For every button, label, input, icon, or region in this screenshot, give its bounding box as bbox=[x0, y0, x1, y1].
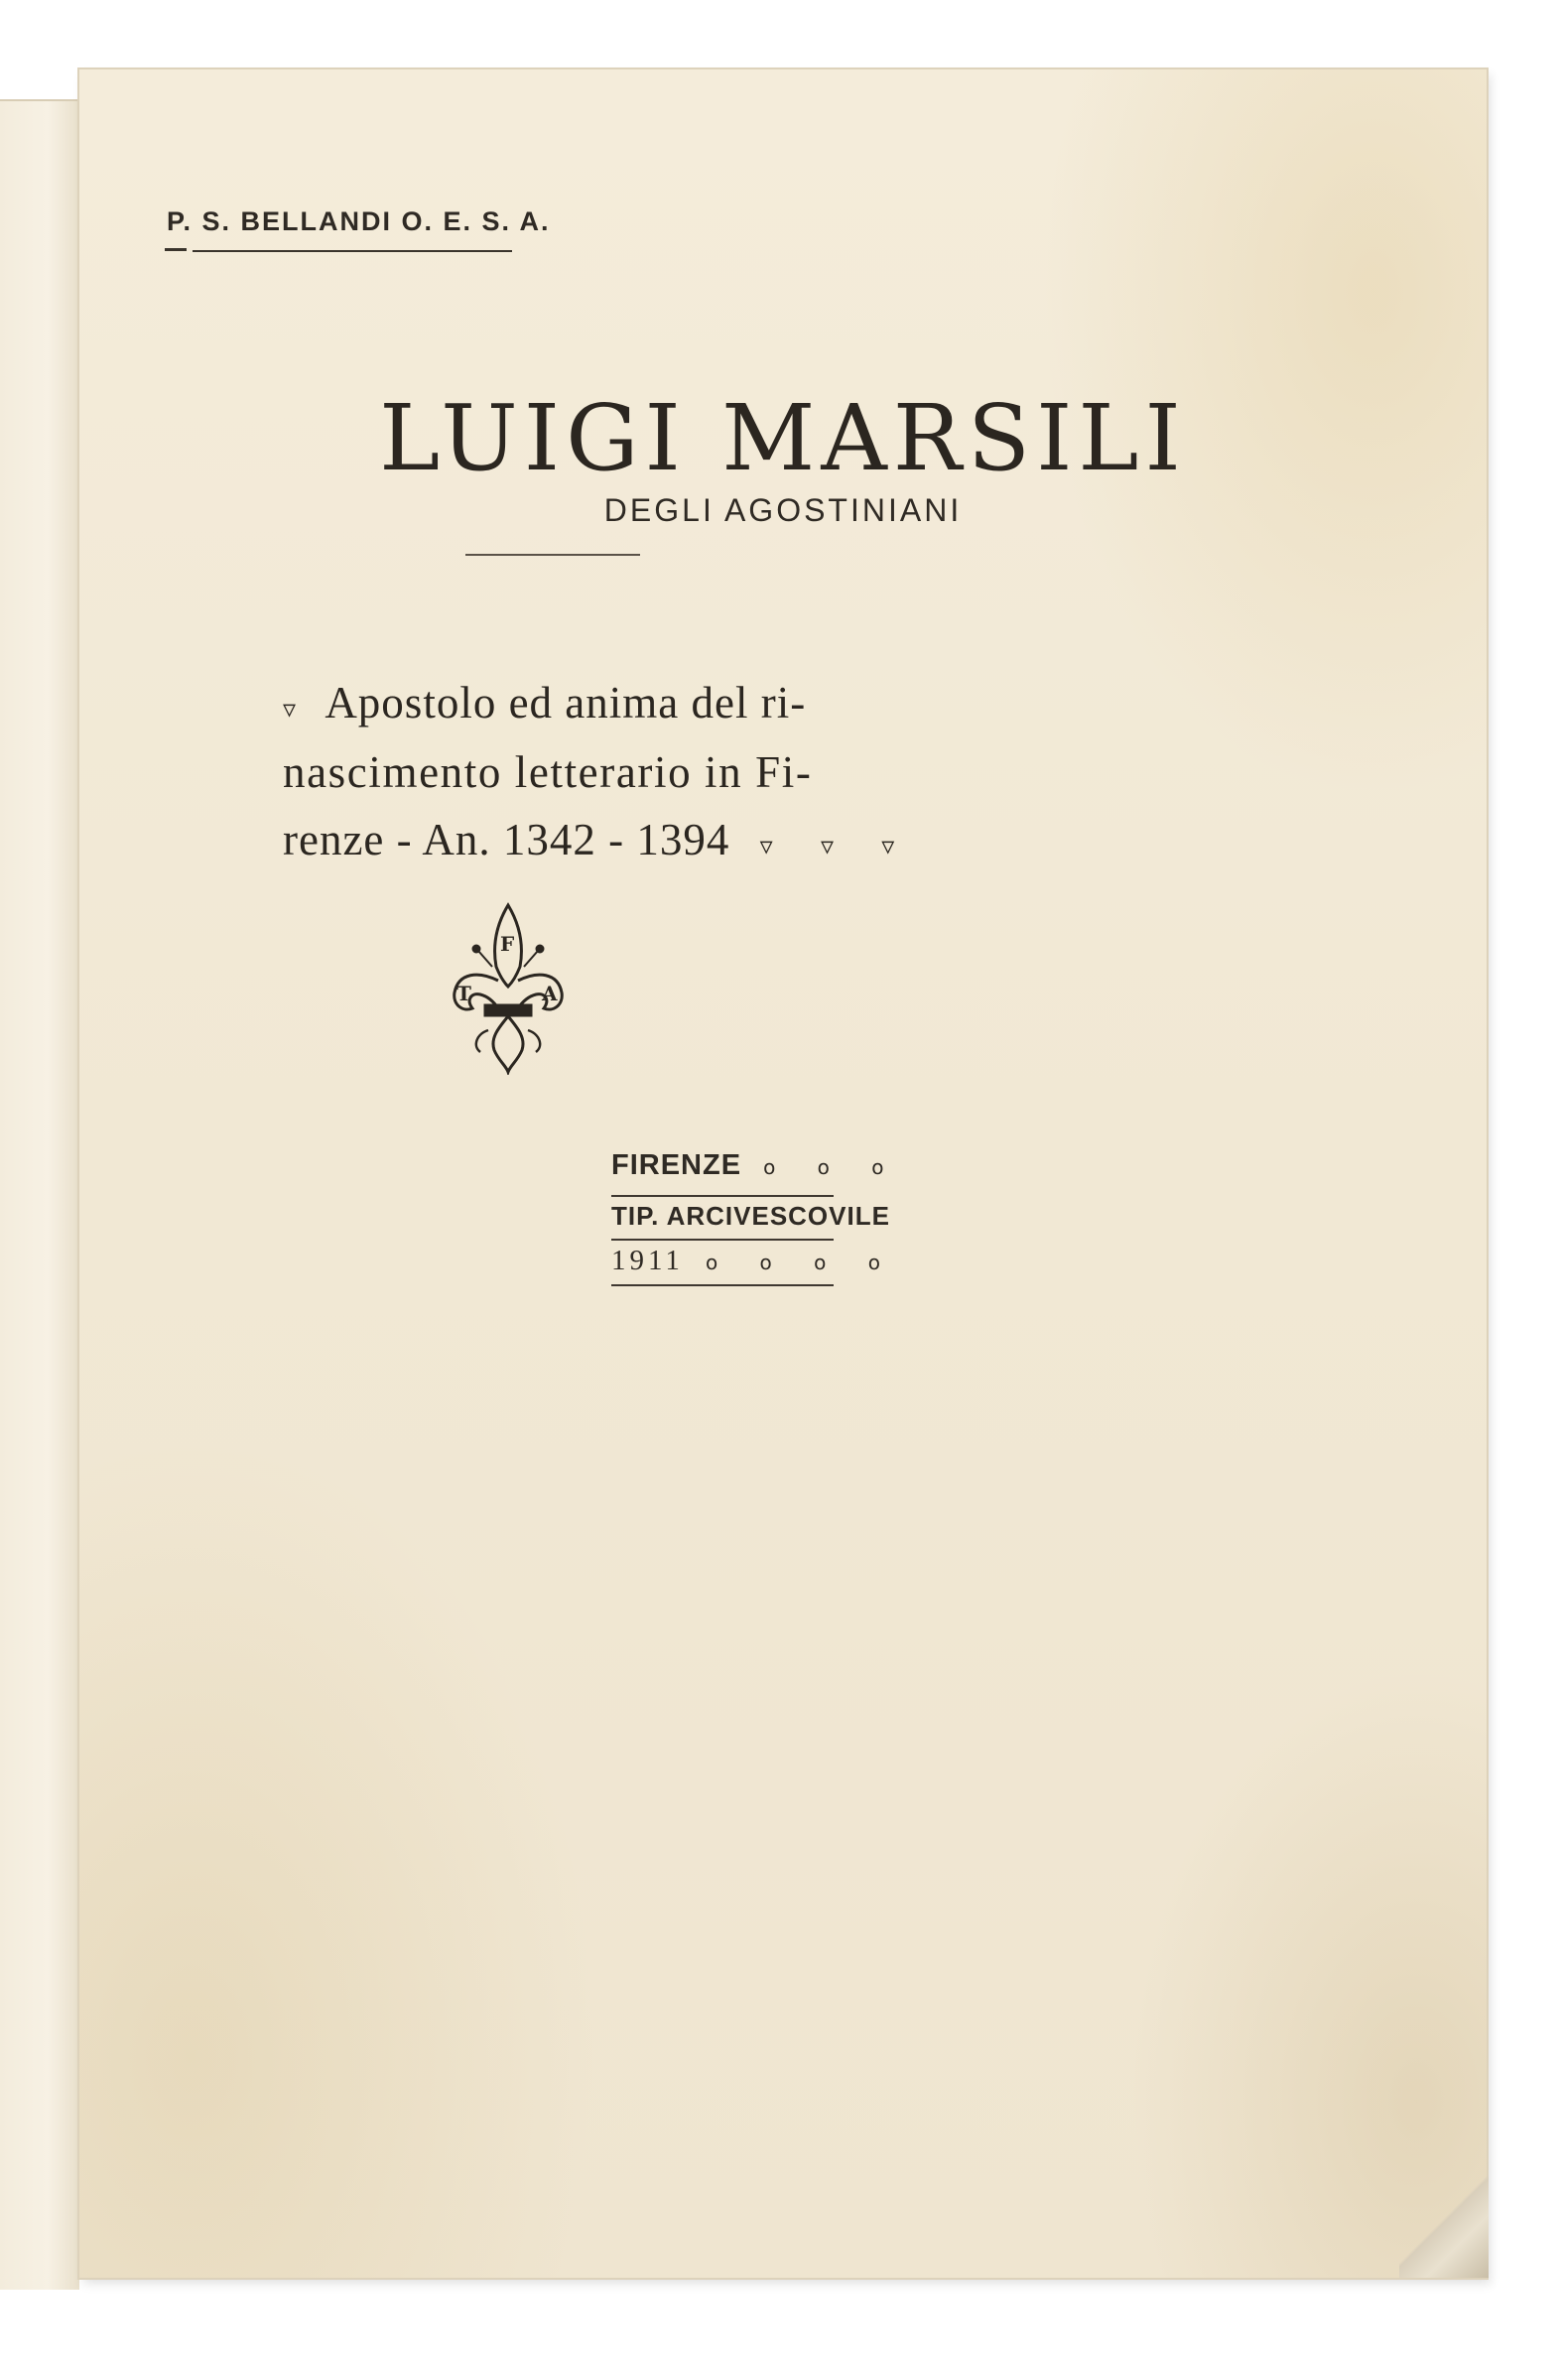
circle-ornament-icon: o o o bbox=[763, 1155, 902, 1179]
circle-ornament-row-icon: o o o o bbox=[705, 1251, 898, 1274]
author-line: P. S. BELLANDI O. E. S. A. bbox=[167, 206, 551, 236]
triangle-ornament-row-icon: ▿ ▿ ▿ bbox=[759, 832, 915, 861]
emblem-letter-a: A bbox=[542, 982, 558, 1005]
author-underline-long bbox=[193, 250, 512, 252]
imprint-rule-2 bbox=[611, 1239, 834, 1241]
description-line-2: nascimento letterario in Fi- bbox=[283, 747, 813, 797]
imprint-city: FIRENZE o o o bbox=[611, 1149, 902, 1181]
imprint-rule-1 bbox=[611, 1195, 834, 1197]
book-cover-edge bbox=[0, 99, 79, 2290]
description-line-3: renze - An. 1342 - 1394 ▿ ▿ ▿ bbox=[283, 815, 915, 864]
author-underline-short bbox=[165, 248, 187, 251]
imprint-year: 1911 o o o o bbox=[611, 1245, 898, 1276]
description-line-1: ▿ Apostolo ed anima del ri- bbox=[283, 678, 807, 727]
triangle-ornament-icon: ▿ bbox=[283, 695, 298, 725]
imprint-printer: TIP. ARCIVESCOVILE bbox=[611, 1201, 890, 1231]
book-title: LUIGI MARSILI bbox=[379, 385, 1187, 491]
fleur-de-lis-printer-mark-icon bbox=[449, 901, 568, 1075]
title-divider bbox=[465, 554, 640, 556]
title-page bbox=[79, 69, 1487, 2278]
book-subtitle: DEGLI AGOSTINIANI bbox=[603, 492, 963, 528]
emblem-letter-f: F bbox=[500, 932, 515, 956]
emblem-letter-t: T bbox=[456, 982, 471, 1005]
page-corner-curl bbox=[1399, 2159, 1489, 2278]
imprint-rule-3 bbox=[611, 1284, 834, 1286]
